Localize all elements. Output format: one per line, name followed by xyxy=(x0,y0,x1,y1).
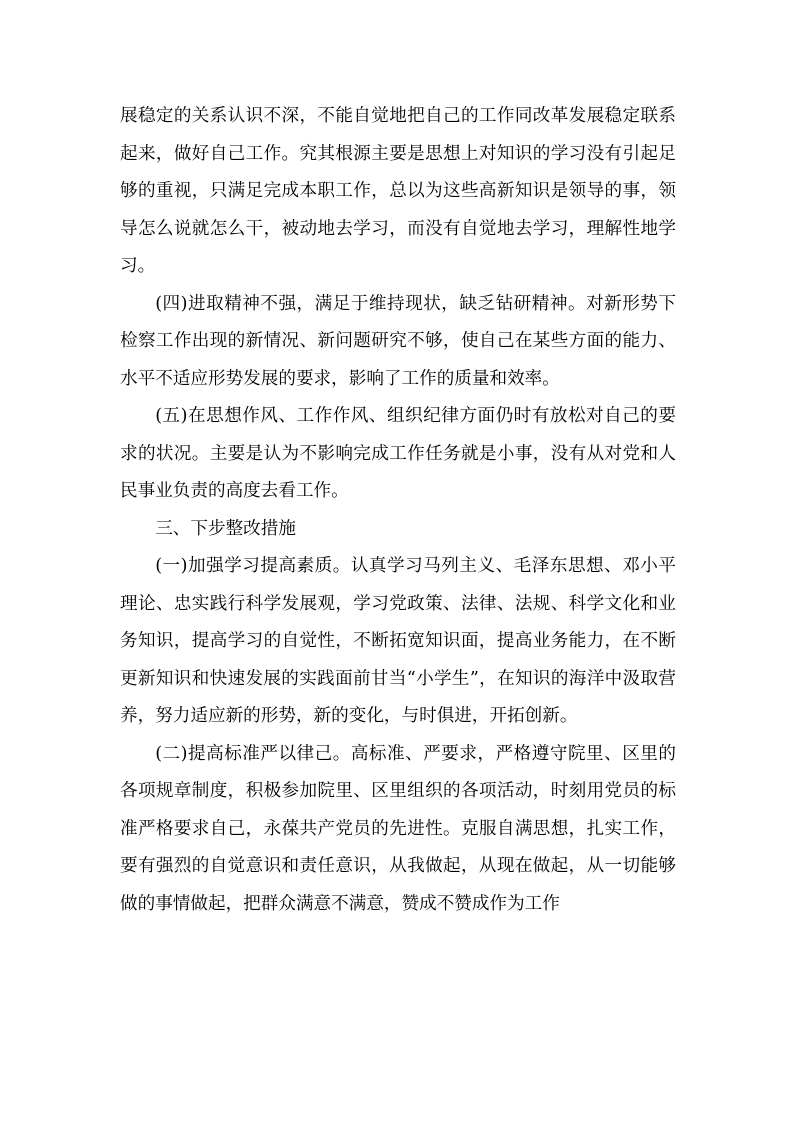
paragraph-section-4: (四)进取精神不强，满足于维持现状，缺乏钻研精神。对新形势下检察工作出现的新情况、新问题研究不够，使自己在某些方面的能力、水平不适应形势发展的要求，影响了工作的质量和效率。 xyxy=(120,293,676,389)
document-body xyxy=(120,98,676,923)
paragraph-measure-1: (一)加强学习提高素质。认真学习马列主义、毛泽东思想、邓小平理论、忠实践行科学发展观，学习党政策、法律、法规、科学文化和业务知识，提高学习的自觉性，不断拓宽知识面，提高业务能力，在不断更新知识和快速发展的实践面前甘当“小学生”，在知识的海洋中汲取营养，努力适应新的形势，新的变化，与时俱进，开拓创新。 xyxy=(120,556,676,726)
paragraph-continuation: 展稳定的关系认识不深，不能自觉地把自己的工作同改革发展稳定联系起来，做好自己工作。究其根源主要是思想上对知识的学习没有引起足够的重视，只满足完成本职工作，总以为这些高新知识是领导的事，领导怎么说就怎么干，被动地去学习，而没有自觉地去学习，理解性地学习。 xyxy=(120,106,676,276)
paragraph-measure-2: (二)提高标准严以律己。高标准、严要求，严格遵守院里、区里的各项规章制度，积极参加院里、区里组织的各项活动，时刻用党员的标准严格要求自己，永葆共产党员的先进性。克服自满思想，扎实工作，要有强烈的自觉意识和责任意识，从我做起，从现在做起，从一切能够做的事情做起，把群众满意不满意，赞成不赞成作为工作 xyxy=(120,743,676,914)
paragraph-section-5: (五)在思想作风、工作作风、组织纪律方面仍时有放松对自己的要求的状况。主要是认为不影响完成工作任务就是小事，没有从对党和人民事业负责的高度去看工作。 xyxy=(120,406,676,501)
heading-rectification-measures: 三、下步整改措施 xyxy=(155,518,296,539)
